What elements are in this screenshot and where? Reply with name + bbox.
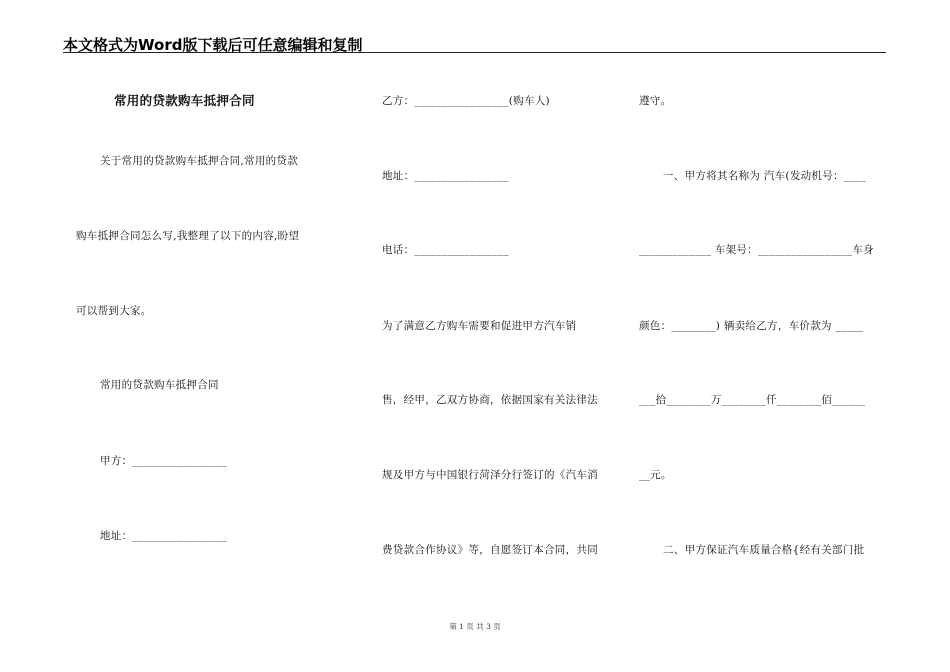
page-number: 第 1 页 共 3 页 [449, 622, 501, 631]
contract-subtitle: 常用的贷款购车抵押合同 [100, 379, 219, 391]
paragraph-line: 购车抵押合同怎么写,我整理了以下的内容,盼望 [76, 230, 300, 242]
paragraph-line: 遵守。 [639, 95, 672, 107]
clause-one-line: ___拾________万________仟________佰______ [639, 394, 866, 406]
party-b-address-field: 地址：_________________ [382, 170, 509, 182]
clause-one-line: 颜色：________) 辆卖给乙方，车价款为 _____ [639, 320, 864, 332]
paragraph-line: 规及甲方与中国银行菏泽分行签订的《汽车消 [382, 469, 598, 481]
party-b-phone-field: 电话：_________________ [382, 244, 509, 256]
paragraph-line: 售，经甲，乙双方协商，依据国家有关法律法 [382, 394, 598, 406]
clause-two-line: 二、甲方保证汽车质量合格{经有关部门批 [663, 544, 865, 556]
party-a-address-field: 地址：_________________ [100, 530, 227, 542]
clause-one-line: 一、甲方将其名称为 汽车(发动机号：____ [663, 170, 867, 182]
paragraph-line: 关于常用的贷款购车抵押合同,常用的贷款 [100, 155, 299, 167]
contract-title: 常用的贷款购车抵押合同 [114, 93, 255, 108]
paragraph-line: 为了满意乙方购车需要和促进甲方汽车销 [382, 320, 577, 332]
clause-one-line: _____________ 车架号：_________________车身 [639, 244, 874, 256]
clause-one-line: __元。 [639, 469, 672, 481]
banner-divider [63, 52, 886, 53]
paragraph-line: 费贷款合作协议》等，自愿签订本合同，共同 [382, 544, 598, 556]
party-a-field: 甲方：_________________ [100, 455, 227, 467]
paragraph-line: 可以帮到大家。 [76, 305, 152, 317]
party-b-field: 乙方：_________________(购车人) [382, 95, 550, 107]
download-banner: 本文格式为Word版下载后可任意编辑和复制 [63, 36, 363, 54]
